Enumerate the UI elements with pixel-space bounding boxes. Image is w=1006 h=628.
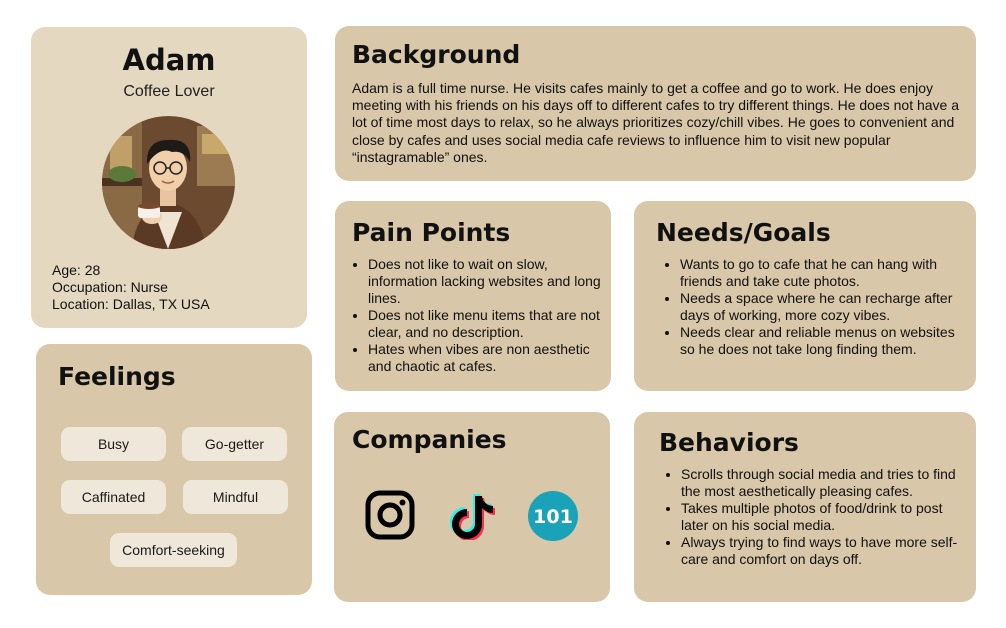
instagram-icon[interactable]	[365, 490, 415, 540]
feelings-title: Feelings	[58, 362, 176, 391]
persona-location: Location: Dallas, TX USA	[52, 296, 210, 312]
persona-role: Coffee Lover	[123, 83, 215, 100]
companies-title: Companies	[352, 425, 507, 454]
list-item: • Hates when vibes are non aesthetic and chaotic at cafes.	[368, 341, 606, 375]
profile-card	[31, 27, 307, 328]
persona-name: Adam	[122, 43, 216, 77]
background-text: Adam is a full time nurse. He visits cafes mainly to get a coffee and go to work. He does enjoy meeting with his friends on his days off to different cafes to try different things. He does not have a lot of time most days to relax, so he always prioritizes cozy/chill vibes. He goes to convenient and close by cafes and uses social media cafe reviews to influence him to visit new popular “instagramable” ones.	[352, 80, 960, 165]
behaviors-card	[634, 412, 976, 602]
feeling-chip: Busy	[61, 427, 166, 461]
avatar	[102, 116, 235, 249]
101-icon[interactable]	[528, 491, 578, 541]
list-item: • Wants to go to cafe that he can hang with friends and take cute photos.	[680, 256, 960, 290]
feeling-chip: Mindful	[183, 480, 288, 514]
persona-info	[52, 262, 210, 313]
background-card	[335, 26, 976, 181]
behaviors-list	[665, 466, 971, 568]
feelings-card	[36, 344, 312, 595]
pain-points-card	[335, 201, 611, 391]
needs-goals-title: Needs/Goals	[656, 218, 831, 247]
companies-card	[334, 412, 610, 602]
pain-points-title: Pain Points	[352, 218, 511, 247]
needs-goals-list	[664, 256, 960, 358]
list-item: • Scrolls through social media and tries to find the most aesthetically pleasing cafes.	[681, 466, 971, 500]
list-item: • Does not like to wait on slow, information lacking websites and long lines.	[368, 256, 606, 307]
background-title: Background	[352, 40, 521, 69]
list-item: • Takes multiple photos of food/drink to post later on his social media.	[681, 500, 971, 534]
feeling-chip: Comfort-seeking	[110, 533, 237, 567]
list-item: • Always trying to find ways to have more self-care and comfort on days off.	[681, 534, 971, 568]
feeling-chip: Go-getter	[182, 427, 287, 461]
needs-goals-card	[634, 201, 976, 391]
list-item: • Needs clear and reliable menus on websites so he does not take long finding them.	[680, 324, 960, 358]
list-item: • Does not like menu items that are not clear, and no description.	[368, 307, 606, 341]
badge-text: 101	[533, 506, 573, 528]
persona-occupation: Occupation: Nurse	[52, 279, 168, 295]
behaviors-title: Behaviors	[659, 428, 799, 457]
tiktok-icon[interactable]	[449, 490, 497, 540]
pain-points-list	[352, 256, 606, 375]
list-item: • Needs a space where he can recharge after days of working, more cozy vibes.	[680, 290, 960, 324]
avatar-illustration	[102, 116, 235, 249]
feeling-chip: Caffinated	[61, 480, 166, 514]
persona-age: Age: 28	[52, 262, 101, 278]
